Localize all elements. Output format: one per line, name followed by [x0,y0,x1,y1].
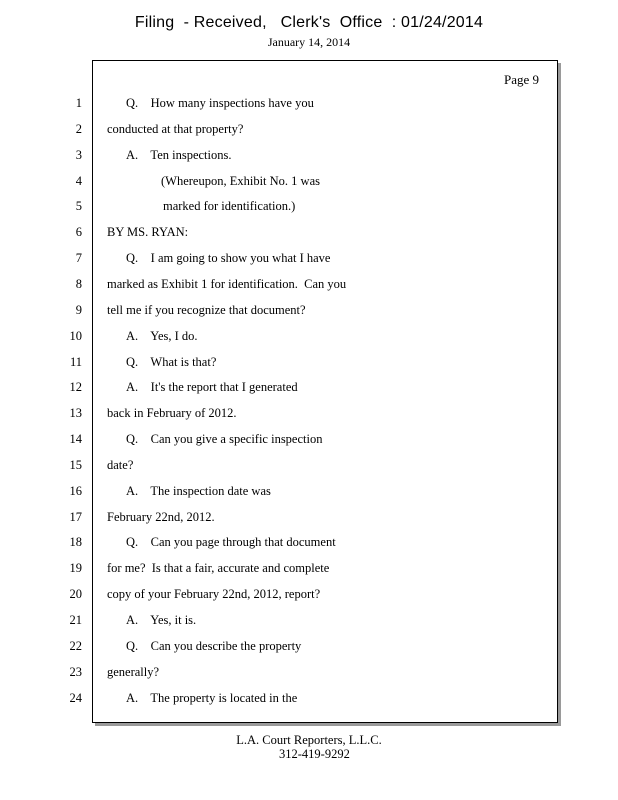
line-number: 18 [69,535,82,549]
line-number: 13 [69,406,82,420]
line-number: 20 [69,587,82,601]
line-number: 4 [75,174,82,188]
page-number: Page 9 [503,72,539,87]
transcript-line: A. Ten inspections. [126,148,232,162]
transcript-line: Q. How many inspections have you [126,96,314,110]
transcript-line: Q. Can you page through that document [126,535,336,549]
transcript-line: date? [107,458,134,472]
line-number: 5 [75,199,82,213]
line-number: 10 [69,329,82,343]
transcript-line: marked as Exhibit 1 for identification. Can you [107,277,347,291]
transcript-line: A. Yes, it is. [126,613,197,627]
transcript-line: A. The property is located in the [126,691,298,705]
transcript-line: A. It's the report that I generated [126,380,298,394]
line-number: 2 [75,122,82,136]
transcript-line: copy of your February 22nd, 2012, report? [107,587,321,601]
transcript-line: tell me if you recognize that document? [107,303,306,317]
line-number: 12 [69,380,82,394]
line-number: 19 [69,561,82,575]
line-number: 1 [75,96,82,110]
transcript-line: Q. Can you give a specific inspection [126,432,323,446]
transcript-line: February 22nd, 2012. [107,510,215,524]
line-number: 6 [75,225,82,239]
line-number: 17 [69,510,82,524]
transcript-line: (Whereupon, Exhibit No. 1 was [161,174,320,188]
transcript-line: Q. What is that? [126,355,217,369]
line-number: 23 [69,665,82,679]
line-number: 14 [69,432,82,446]
transcript-line: Q. Can you describe the property [126,639,302,653]
transcript-line: back in February of 2012. [107,406,237,420]
transcript-line: BY MS. RYAN: [107,225,189,239]
transcript-line: A. Yes, I do. [126,329,198,343]
line-number: 21 [69,613,82,627]
transcript-date: January 14, 2014 [267,35,351,49]
transcript-line: A. The inspection date was [126,484,271,498]
line-number: 11 [69,355,82,369]
line-number: 16 [69,484,82,498]
line-number: 9 [75,303,82,317]
line-number: 22 [69,639,82,653]
line-number: 15 [69,458,82,472]
transcript-line: conducted at that property? [107,122,244,136]
transcript-line: generally? [107,665,160,679]
filing-stamp: Filing - Received, Clerk's Office : 01/24/2014 [134,14,484,31]
transcript-line: marked for identification.) [163,199,296,213]
line-number: 7 [75,251,82,265]
transcript-line: for me? Is that a fair, accurate and complete [107,561,330,575]
footer-company: L.A. Court Reporters, L.L.C. [236,733,382,747]
footer-phone: 312-419-9292 [279,747,350,761]
line-number: 3 [75,148,82,162]
line-number: 24 [69,691,82,705]
transcript-line: Q. I am going to show you what I have [126,251,331,265]
line-number: 8 [75,277,82,291]
